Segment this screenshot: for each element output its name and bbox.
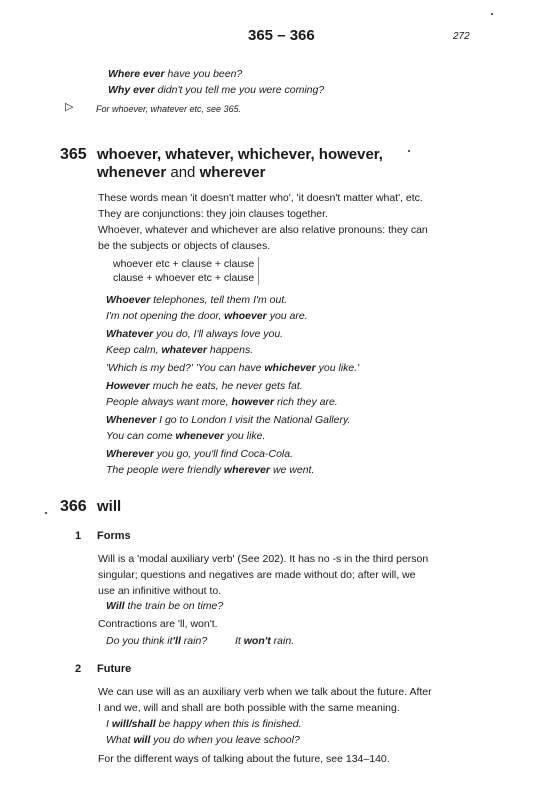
- bold-term: Whenever: [106, 414, 157, 426]
- bold-term: won't: [243, 635, 271, 647]
- paragraph-line: Whoever, whatever and whichever are also relative pronouns: they can: [98, 224, 428, 236]
- example-text: you do, I'll always love you.: [153, 328, 284, 340]
- bold-term: 'll: [172, 635, 181, 647]
- bold-term: however: [231, 396, 275, 408]
- section-365-title-line1: whoever, whatever, whichever, however,: [97, 146, 383, 163]
- subsection-2-examples: [106, 716, 302, 748]
- example-line: [106, 308, 359, 324]
- example-text: rich they are.: [274, 396, 338, 408]
- section-365-paragraph: [98, 190, 428, 254]
- structure-line: whoever etc + clause + clause: [113, 258, 255, 270]
- subsection-1-paragraph: [98, 551, 428, 599]
- subsection-1-example-2a: [106, 633, 207, 649]
- example-group: [106, 360, 359, 376]
- example-line: [106, 360, 359, 376]
- page-header-title: 365 – 366: [248, 27, 315, 44]
- title-word-whenever: whenever: [97, 164, 167, 181]
- bold-term: whoever: [224, 310, 267, 322]
- subsection-2-title: Future: [97, 663, 132, 675]
- page-number: 272: [453, 31, 470, 42]
- section-365-title-line2: [97, 164, 265, 182]
- example-group: [106, 412, 359, 444]
- example-text: rain?: [180, 635, 208, 647]
- paragraph-line: singular; questions and negatives are made without do; after will, we: [98, 569, 416, 581]
- title-word-wherever: wherever: [199, 164, 266, 181]
- example-text: be happy when this is finished.: [155, 718, 302, 730]
- bold-term: whenever: [175, 430, 224, 442]
- paragraph-line: use an infinitive without to.: [98, 585, 222, 597]
- example-text: 'Which is my bed?' 'You can have: [106, 362, 265, 374]
- scan-speck: [408, 150, 410, 152]
- example-line: [106, 342, 359, 358]
- example-line: [108, 66, 324, 82]
- bold-term: Whoever: [106, 294, 151, 306]
- cross-reference-arrow-icon: ▷: [65, 101, 74, 113]
- example-text: What: [106, 734, 134, 746]
- bold-term: Whatever: [106, 328, 154, 340]
- example-text: telephones, tell them I'm out.: [150, 294, 288, 306]
- section-366-number: 366: [60, 498, 87, 515]
- example-group: [106, 378, 359, 410]
- example-text: we went.: [270, 464, 315, 476]
- bold-term: Will: [106, 600, 125, 612]
- subsection-2-number: 2: [75, 663, 82, 675]
- paragraph-line: We can use will as an auxiliary verb when we talk about the future. After: [98, 686, 432, 698]
- example-line: [106, 378, 359, 394]
- example-group: [106, 326, 359, 358]
- paragraph-line: Will is a 'modal auxiliary verb' (See 202). It has no -s in the third person: [98, 553, 429, 565]
- example-text: you do when you leave school?: [150, 734, 300, 746]
- example-line: [106, 428, 359, 444]
- example-text: I: [106, 718, 112, 730]
- example-line: [106, 412, 359, 428]
- example-text: you are.: [266, 310, 308, 322]
- bold-term: Why ever: [108, 84, 155, 96]
- example-text: much he eats, he never gets fat.: [149, 380, 303, 392]
- section-366-title: will: [97, 498, 122, 515]
- example-text: You can come: [106, 430, 176, 442]
- example-text: Keep calm,: [106, 344, 162, 356]
- paragraph-line: I and we, will and shall are both possible with the same meaning.: [98, 702, 400, 714]
- example-text: have you been?: [164, 68, 243, 80]
- example-text: you like.: [223, 430, 266, 442]
- example-text: It: [235, 635, 244, 647]
- example-text: People always want more,: [106, 396, 232, 408]
- scan-speck: [491, 13, 493, 15]
- example-text: didn't you tell me you were coming?: [154, 84, 325, 96]
- example-text: you go, you'll find Coca-Cola.: [153, 448, 294, 460]
- paragraph-line: be the subjects or objects of clauses.: [98, 240, 271, 252]
- example-text: rain.: [270, 635, 295, 647]
- intro-examples: [108, 66, 324, 98]
- subsection-2-paragraph: [98, 684, 432, 716]
- subsection-1-example-1: [106, 598, 223, 614]
- example-text: Do you think it: [106, 635, 173, 647]
- contractions-text: Contractions are 'll, won't.: [98, 618, 218, 630]
- example-text: I go to London I visit the National Gallery.: [156, 414, 351, 426]
- cross-reference-text: For whoever, whatever etc, see 365.: [96, 104, 242, 114]
- example-line: [106, 446, 359, 462]
- example-text: happens.: [206, 344, 254, 356]
- example-text: The people were friendly: [106, 464, 224, 476]
- section-365-number: 365: [60, 146, 87, 163]
- paragraph-line: They are conjunctions: they join clauses together.: [98, 208, 328, 220]
- example-line: [108, 82, 324, 98]
- example-text: I'm not opening the door,: [106, 310, 225, 322]
- subsection-2-footer: For the different ways of talking about the future, see 134–140.: [98, 753, 390, 765]
- structure-line: clause + whoever etc + clause: [113, 272, 255, 284]
- bold-term: whichever: [264, 362, 316, 374]
- section-365-structure-box: [113, 257, 259, 285]
- example-line: [106, 716, 302, 732]
- bold-term: will/shall: [111, 718, 156, 730]
- title-word-and: and: [166, 164, 200, 181]
- scan-speck: [45, 512, 47, 514]
- example-line: [106, 394, 359, 410]
- bold-term: whatever: [161, 344, 207, 356]
- example-group: [106, 292, 359, 324]
- example-text: the train be on time?: [124, 600, 224, 612]
- bold-term: Where ever: [108, 68, 165, 80]
- bold-term: will: [133, 734, 151, 746]
- example-group: [106, 446, 359, 478]
- example-text: you like.': [315, 362, 360, 374]
- subsection-1-number: 1: [75, 530, 82, 542]
- bold-term: Wherever: [106, 448, 154, 460]
- example-line: [106, 292, 359, 308]
- subsection-1-title: Forms: [97, 530, 131, 542]
- example-line: [106, 326, 359, 342]
- paragraph-line: These words mean 'it doesn't matter who', 'it doesn't matter what', etc.: [98, 192, 423, 204]
- example-line: [106, 462, 359, 478]
- example-line: [106, 732, 302, 748]
- bold-term: However: [106, 380, 150, 392]
- subsection-1-example-2b: [235, 633, 294, 649]
- bold-term: wherever: [223, 464, 271, 476]
- section-365-examples: [106, 292, 359, 478]
